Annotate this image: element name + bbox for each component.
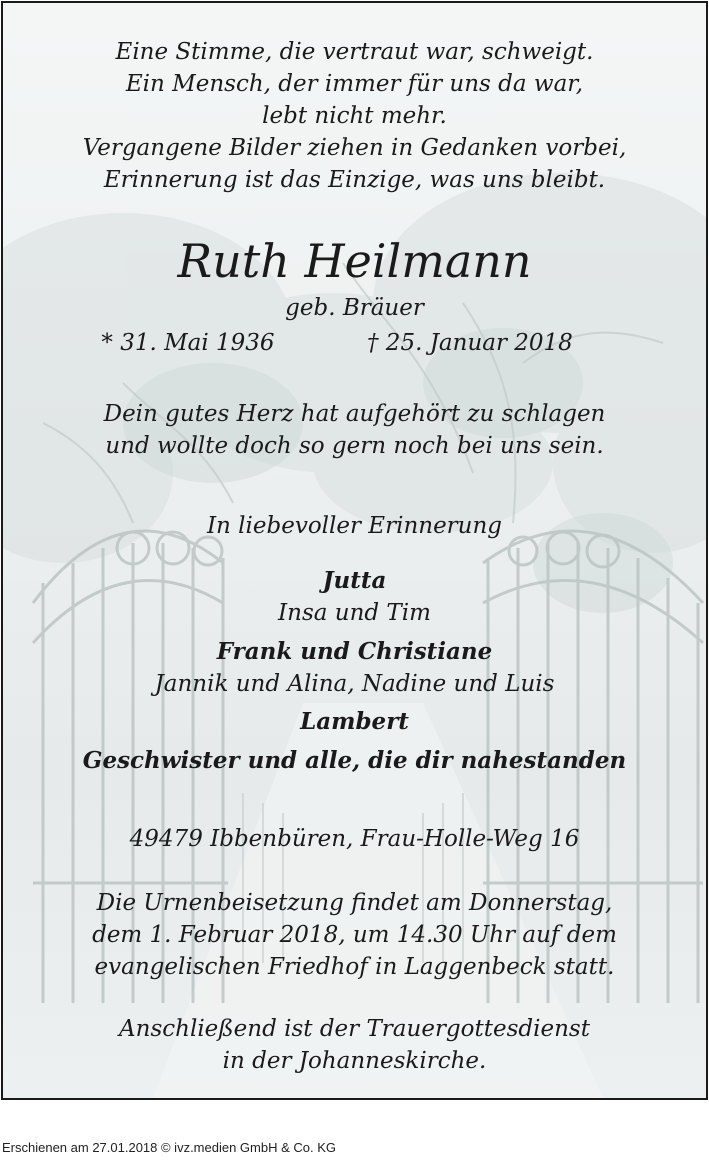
publication-footer: Erschienen am 27.01.2018 © ivz.medien GmbH & Co. KG	[2, 1140, 337, 1155]
service-line: Anschließend ist der Trauergottesdienst	[119, 1016, 590, 1042]
service-line: in der Johanneskirche.	[222, 1048, 487, 1074]
verse-line: Dein gutes Herz hat aufgehört zu schlagen	[103, 401, 606, 427]
mourner-name: Jutta	[322, 567, 387, 594]
mourner-family: Jannik und Alina, Nadine und Luis	[154, 671, 555, 697]
mourner-name: Frank und Christiane	[216, 638, 493, 665]
poem-line: Ein Mensch, der immer für uns da war,	[125, 71, 584, 97]
memorial-intro: In liebevoller Erinnerung	[206, 513, 503, 539]
birth-name: geb. Bräuer	[285, 295, 424, 321]
mourner-name: Lambert	[300, 708, 409, 735]
poem-line: Vergangene Bilder ziehen in Gedanken vorbei,	[82, 135, 627, 161]
poem-line: lebt nicht mehr.	[262, 103, 447, 129]
burial-line: evangelischen Friedhof in Laggenbeck statt.	[94, 954, 615, 980]
mourner-family: Insa und Tim	[278, 600, 431, 626]
poem-line: Erinnerung ist das Einzige, was uns bleibt.	[103, 167, 606, 193]
burial-line: dem 1. Februar 2018, um 14.30 Uhr auf dem	[92, 922, 617, 948]
obituary-notice	[1, 1, 708, 1100]
mourner-others: Geschwister und alle, die dir nahestanden	[82, 747, 627, 774]
burial-line: Die Urnenbeisetzung findet am Donnerstag,	[96, 890, 613, 916]
poem-line: Eine Stimme, die vertraut war, schweigt.	[115, 39, 594, 65]
deceased-name: Ruth Heilmann	[177, 234, 532, 288]
birth-date: * 31. Mai 1936	[101, 330, 275, 356]
death-date: † 25. Januar 2018	[367, 330, 573, 356]
address: 49479 Ibbenbüren, Frau-Holle-Weg 16	[129, 826, 580, 852]
verse-line: und wollte doch so gern noch bei uns sein.	[105, 433, 604, 459]
